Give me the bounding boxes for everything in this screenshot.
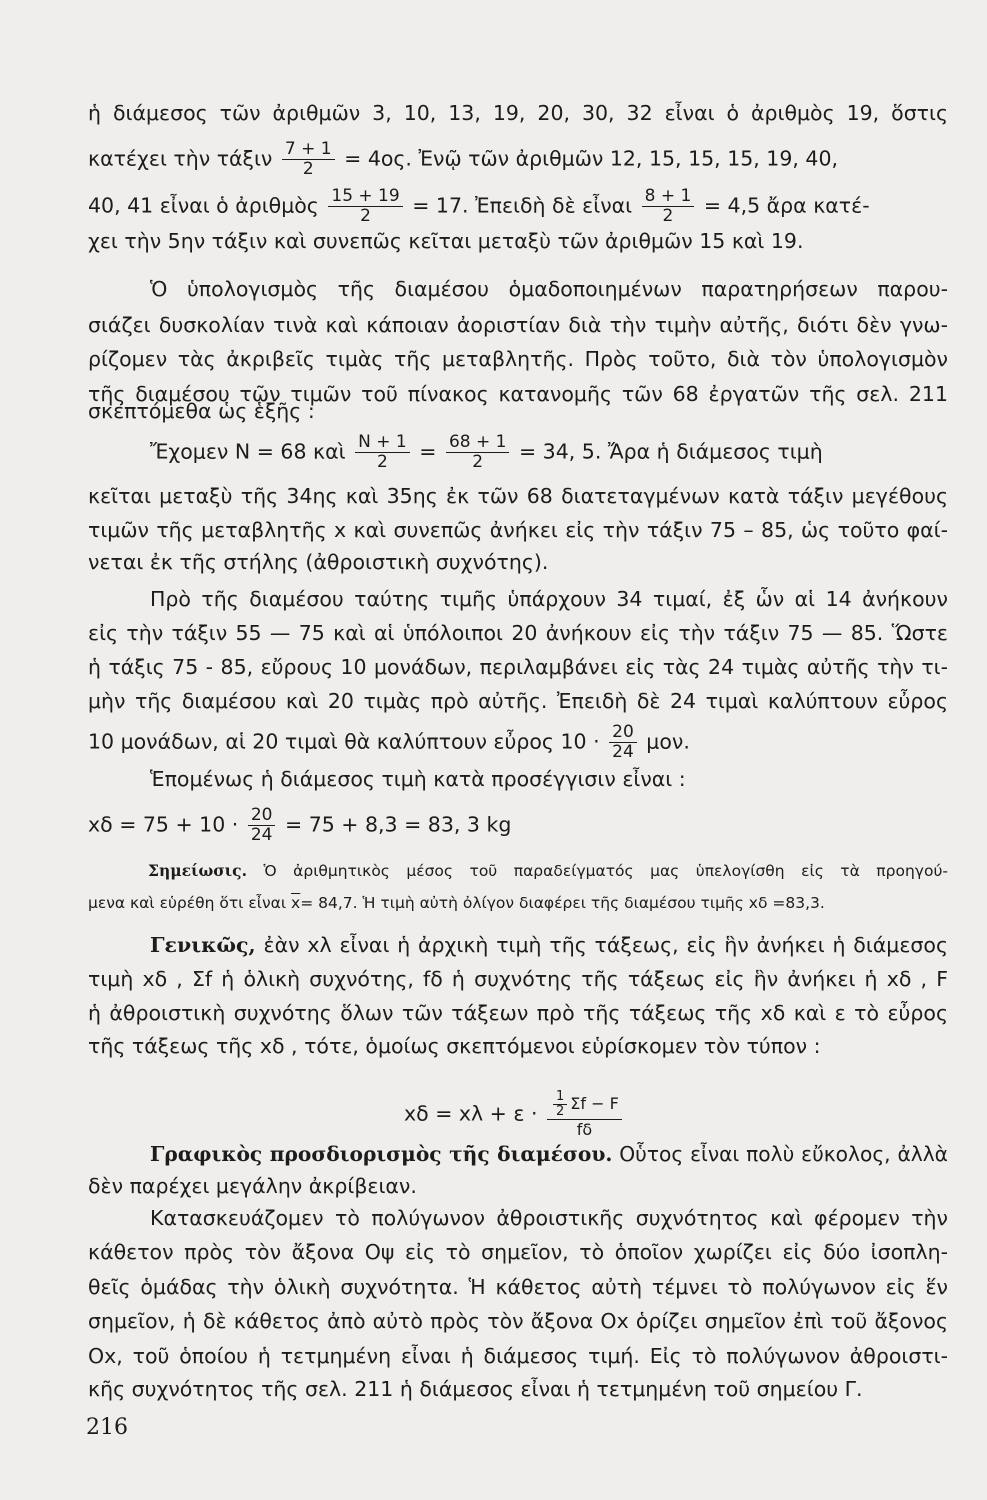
text-span: = 4ος. Ἐνῷ τῶν ἀριθμῶν 12, 15, 15, 15, 19, 40, [344,146,839,171]
fraction-numerator [547,1090,622,1120]
text-span: Οὗτος εἶναι πολὺ εὔκολος, ἀλλὰ [619,1142,948,1166]
fraction [642,187,695,226]
text-span: μον. [646,729,690,754]
note-line [88,888,948,918]
text-span: 10 μονάδων, αἱ 20 τιμαὶ θὰ καλύπτουν εὖρος 10 · [88,729,600,754]
fraction-denominator: 2 [302,159,314,179]
fraction-denominator: 24 [612,742,634,762]
text-line: Οx, τοῦ ὁποίου ἡ τετμημένη εἶναι ἡ διάμεσος τιμή. Εἰς τὸ πολύγωνον ἀθροιστι- [88,1344,948,1368]
fraction-numerator: 68 + 1 [446,433,510,453]
text-span: ἐὰν xλ εἶναι ἡ ἀρχικὴ τιμὴ τῆς τάξεως, εἰς ἣν ἀνήκει ἡ διάμεσος [263,933,948,957]
formula-part: xδ = 75 + 10 · [88,812,239,837]
text-line: σκεπτόμεθα ὡς ἑξῆς : [88,399,315,423]
fraction-denominator: 2 [360,206,371,226]
fraction [248,806,276,845]
text-line: σιάζει δυσκολίαν τινὰ καὶ κάποιαν ἀοριστίαν διὰ τὴν τιμὴν αὐτῆς, διότι δὲν γνω- [88,313,948,337]
section-label: Γενικῶς, [150,933,256,957]
fraction-numerator: 7 + 1 [282,140,335,160]
note-label: Σημείωσις. [148,861,248,880]
text-line: ρίζομεν τὰς ἀκριβεῖς τιμὰς τῆς μεταβλητῆς. Πρὸς τοῦτο, διὰ τὸν ὑπολογισμὸν [88,347,948,371]
text-line: κάθετον πρὸς τὸν ἄξονα Οψ εἰς τὸ σημεῖον, τὸ ὁποῖον χωρίζει εἰς δύο ἰσοπλη- [88,1240,948,1264]
text-line: κῆς συχνότητος τῆς σελ. 211 ἡ διάμεσος εἶναι ἡ τετμημένη τοῦ σημείου Γ. [88,1377,863,1401]
text-line: τιμὴ xδ , Σf ἡ ὁλικὴ συχνότης, fδ ἡ συχνότης τῆς τάξεως εἰς ἣν ἀνήκει ἡ xδ , F [88,967,948,991]
median-formula-result [88,806,511,845]
text-span: = 17. Ἐπειδὴ δὲ εἶναι [412,193,633,218]
half-fraction [553,1090,567,1119]
text-line: Πρὸ τῆς διαμέσου ταύτης τιμῆς ὑπάρχουν 34 τιμαί, ἐξ ὧν αἱ 14 ἀνήκουν [150,587,948,611]
fraction-numerator: N + 1 [355,433,410,453]
text-line: ἡ διάμεσος τῶν ἀριθμῶν 3, 10, 13, 19, 20, 30, 32 εἶναι ὁ ἀριθμὸς 19, ὅστις [88,101,948,125]
text-line [150,433,950,472]
text-line: δὲν παρέχει μεγάλην ἀκρίβειαν. [88,1174,417,1198]
text-line: σημεῖον, ἡ δὲ κάθετος ἀπὸ αὐτὸ πρὸς τὸν ἄξονα Οx ὁρίζει σημεῖον ἐπὶ τοῦ ἄξονος [88,1309,948,1333]
fraction [547,1090,622,1139]
fraction [282,140,335,179]
text-span: κατέχει τὴν τάξιν [88,146,273,171]
fraction-numerator: 20 [248,806,276,826]
fraction-denominator: fδ [576,1120,593,1139]
text-span: = [419,439,437,464]
text-line: τιμῶν τῆς μεταβλητῆς x καὶ συνεπῶς ἀνήκει εἰς τὴν τάξιν 75 – 85, ὡς τοῦτο φαί- [88,518,948,542]
text-line: ἡ τάξις 75 - 85, εὔρους 10 μονάδων, περιλαμβάνει εἰς τὰς 24 τιμὰς αὐτῆς τὴν τι- [88,655,948,679]
fraction [328,187,402,226]
fraction [446,433,510,472]
text-line: Ὁ ὑπολογισμὸς τῆς διαμέσου ὁμαδοποιημένων παρατηρήσεων παρου- [150,277,948,301]
fraction-denominator: 2 [662,206,674,226]
text-line [88,723,948,762]
text-span: = 34, 5. Ἄρα ἡ διάμεσος τιμὴ [518,439,823,464]
fraction [355,433,410,472]
text-line [88,140,948,179]
text-line [88,187,948,226]
fraction [609,723,637,762]
section-heading: Γραφικὸς προσδιορισμὸς τῆς διαμέσου. [150,1142,613,1166]
formula-part: xδ = xλ + ε · [404,1101,538,1126]
text-line: μὴν τῆς διαμέσου καὶ 20 τιμὰς πρὸ αὐτῆς. Ἐπειδὴ δὲ 24 τιμαὶ καλύπτουν εὖρος [88,689,948,713]
fraction-numerator: 20 [609,723,637,743]
fraction-denominator: 2 [472,452,484,472]
fraction-numerator: 8 + 1 [642,187,695,207]
formula-part: Σf − F [570,1094,619,1113]
text-line [150,930,948,960]
median-general-formula [404,1090,625,1139]
fraction-numerator: 1 [553,1090,567,1105]
text-line: τῆς τάξεως τῆς xδ , τότε, ὁμοίως σκεπτόμενοι εὑρίσκομεν τὸν τύπον : [88,1034,821,1058]
text-line: κεῖται μεταξὺ τῆς 34ης καὶ 35ης ἐκ τῶν 68 διατεταγμένων κατὰ τάξιν μεγέθους [88,484,948,508]
mean-symbol: $\overline{x}$ [291,894,301,912]
text-span: 40, 41 εἶναι ὁ ἀριθμὸς [88,193,319,218]
text-line [150,1139,948,1169]
text-line: θεῖς ὁμάδας τὴν ὁλικὴ συχνότητα. Ἡ κάθετος αὐτὴ τέμνει τὸ πολύγωνον εἰς ἕν [88,1275,948,1299]
text-span: = 84,7. Ἡ τιμὴ αὐτὴ ὀλίγον διαφέρει τῆς διαμέσου τιμῆς xδ =83,3. [300,894,825,912]
text-span: Ὁ ἀριθμητικὸς μέσος τοῦ παραδείγματός μας ὑπελογίσθη εἰς τὰ προηγού- [263,862,948,880]
text-line: εἰς τὴν τάξιν 55 — 75 καὶ αἱ ὑπόλοιποι 20 ἀνήκουν εἰς τὴν τάξιν 75 — 85. Ὥστε [88,621,948,645]
fraction-denominator: 24 [250,825,273,845]
note-line [148,856,948,886]
text-line: Ἑπομένως ἡ διάμεσος τιμὴ κατὰ προσέγγισιν εἶναι : [150,767,686,791]
text-span: = 4,5 ἄρα κατέ- [703,193,870,218]
fraction-denominator: 2 [376,452,388,472]
text-span: Ἔχομεν N = 68 καὶ [150,439,346,464]
text-line: τῆς διαμέσου τῶν τιμῶν τοῦ πίνακος κατανομῆς τῶν 68 ἐργατῶν τῆς σελ. 211 [88,382,948,406]
page-number: 216 [86,1415,128,1440]
fraction-numerator: 15 + 19 [328,187,402,207]
text-line: χει τὴν 5ην τάξιν καὶ συνεπῶς κεῖται μεταξὺ τῶν ἀριθμῶν 15 καὶ 19. [88,229,804,253]
text-line: Κατασκευάζομεν τὸ πολύγωνον ἀθροιστικῆς συχνότητος καὶ φέρομεν τὴν [150,1206,948,1230]
text-line: νεται ἐκ τῆς στήλης (ἀθροιστικὴ συχνότης). [88,550,549,574]
formula-part: = 75 + 8,3 = 83, 3 kg [285,812,512,837]
text-span: μενα καὶ εὑρέθη ὅτι εἶναι [88,894,287,912]
fraction-denominator: 2 [556,1104,565,1119]
text-line: ἡ ἀθροιστικὴ συχνότης ὅλων τῶν τάξεων πρὸ τῆς τάξεως τῆς xδ καὶ ε τὸ εὖρος [88,1001,948,1025]
